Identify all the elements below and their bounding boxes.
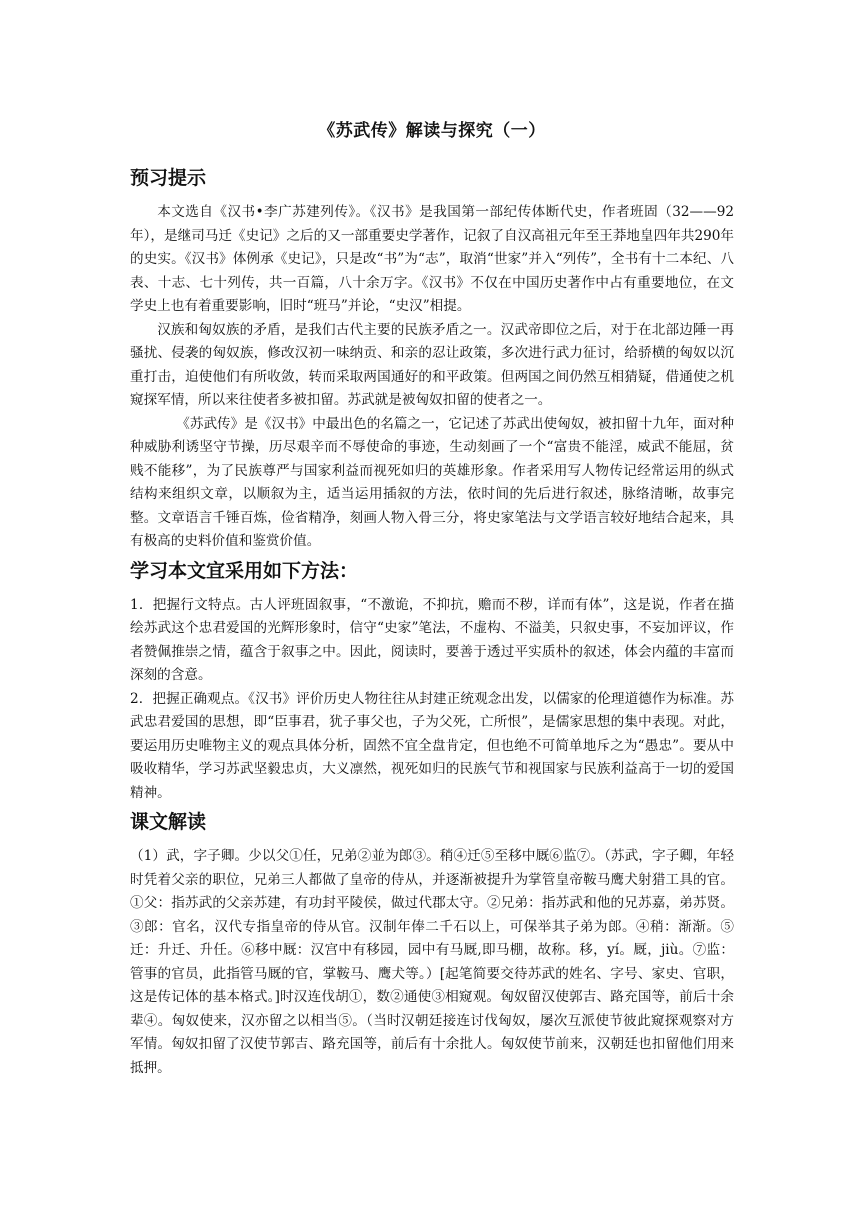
- section-heading: 学习本文宜采用如下方法：: [130, 559, 359, 582]
- paragraph: 《苏武传》是《汉书》中最出色的名篇之一，它记述了苏武出使匈奴，被扣留十九年，面对种种威胁利诱坚守节操，历尽艰辛而不辱使命的事迹，生动刻画了一个“富贵不能淫，威武不能屈，贫贱不能移”，为了民族尊严与国家利益而视死如归的英雄形象。作者采用写人物传记经常运用的纵式结构来组织文章，以顺叙为主，适当运用插叙的方法，依时间的先后进行叙述，脉络清晰，故事完整。文章语言千锤百炼，俭省精净，刻画人物入骨三分，将史家笔法与文学语言较好地结合起来，具有极高的史料价值和鉴赏价值。: [130, 415, 734, 549]
- section-text-reading: [130, 809, 734, 1080]
- section-heading: 课文解读: [130, 811, 207, 833]
- paragraph: 汉族和匈奴族的矛盾，是我们古代主要的民族矛盾之一。汉武帝即位之后，对于在北部边陲一再骚扰、侵袭的匈奴族，修改汉初一味纳贡、和亲的忍让政策，多次进行武力征讨，给骄横的匈奴以沉重打击，迫使他们有所收敛，转而采取两国通好的和平政策。但两国之间仍然互相猜疑，借通使之机窥探军情，所以来往使者多被扣留。苏武就是被匈奴扣留的使者之一。: [130, 321, 734, 408]
- section-preview-tips: [130, 165, 734, 554]
- paragraph: 2．把握正确观点。《汉书》评价历史人物往往从封建正统观念出发，以儒家的伦理道德作为标准。苏武忠君爱国的思想，即“臣事君，犹子事父也，子为父死，亡所恨”，是儒家思想的集中表现。对此，要运用历史唯物主义的观点具体分析，固然不宜全盘肯定，但也绝不可简单地斥之为“愚忠”。要从中吸收精华，学习苏武坚毅忠贞，大义凛然，视死如归的民族气节和视国家与民族利益高于一切的爱国精神。: [130, 690, 734, 801]
- paragraph: （1）武，字子卿。少以父①任，兄弟②並为郎③。稍④迁⑤至移中厩⑥监⑦。（苏武，字子卿，年轻时凭着父亲的职位，兄弟三人都做了皇帝的侍从，并逐渐被提升为掌管皇帝鞍马鹰犬射猎工具的官。①父：指苏武的父亲苏建，有功封平陵侯，做过代郡太守。②兄弟：指苏武和他的兄苏嘉，弟苏贤。③郎：官名，汉代专指皇帝的侍从官。汉制年俸二千石以上，可保举其子弟为郎。④稍：渐渐。⑤迁：升迁、升任。⑥移中厩：汉宫中有移园，园中有马厩,即马棚，故称。移，yí。厩，jiù。⑦监：管事的官员，此指管马厩的官，掌鞍马、鹰犬等。）[起笔简要交待苏武的姓名、字号、家史、官职，这是传记体的基本格式。]时汉连伐胡①，数②通使③相窥观。匈奴留汉使郭吉、路充国等，前后十余辈④。匈奴使来，汉亦留之以相当⑤。（当时汉朝廷接连讨伐匈奴，屡次互派使节彼此窥探观察对方军情。匈奴扣留了汉使节郭吉、路充国等，前后有十余批人。匈奴使节前来，汉朝廷也扣留他们用来抵押。: [130, 848, 734, 1076]
- paragraph: 本文选自《汉书•李广苏建列传》。《汉书》是我国第一部纪传体断代史，作者班固（32——92年），是继司马迁《史记》之后的又一部重要史学著作，记叙了自汉高祖元年至王莽地皇四年共290年的史实。《汉书》体例承《史记》，只是改“书”为“志”，取消“世家”并入“列传”，全书有十二本纪、八表、十志、七十列传，共一百篇，八十余万字。《汉书》不仅在中国历史著作中占有重要地位，在文学史上也有着重要影响，旧时“班马”并论，“史汉”相提。: [130, 204, 734, 314]
- document-page: [130, 116, 734, 1084]
- section-study-methods: [130, 558, 734, 806]
- section-heading: 预习提示: [130, 167, 207, 189]
- paragraph: 1．把握行文特点。古人评班固叙事，“不激诡，不抑抗，赡而不秽，详而有体”，这是说，作者在描绘苏武这个忠君爱国的光辉形象时，信守“史家”笔法，不虚构、不溢美，只叙史事，不妄加评议，作者赞佩推崇之情，蕴含于叙事之中。因此，阅读时，要善于透过平实质朴的叙述，体会内蕴的丰富而深刻的含意。: [130, 596, 734, 683]
- document-title: 《苏武传》解读与探究（一）: [318, 121, 546, 141]
